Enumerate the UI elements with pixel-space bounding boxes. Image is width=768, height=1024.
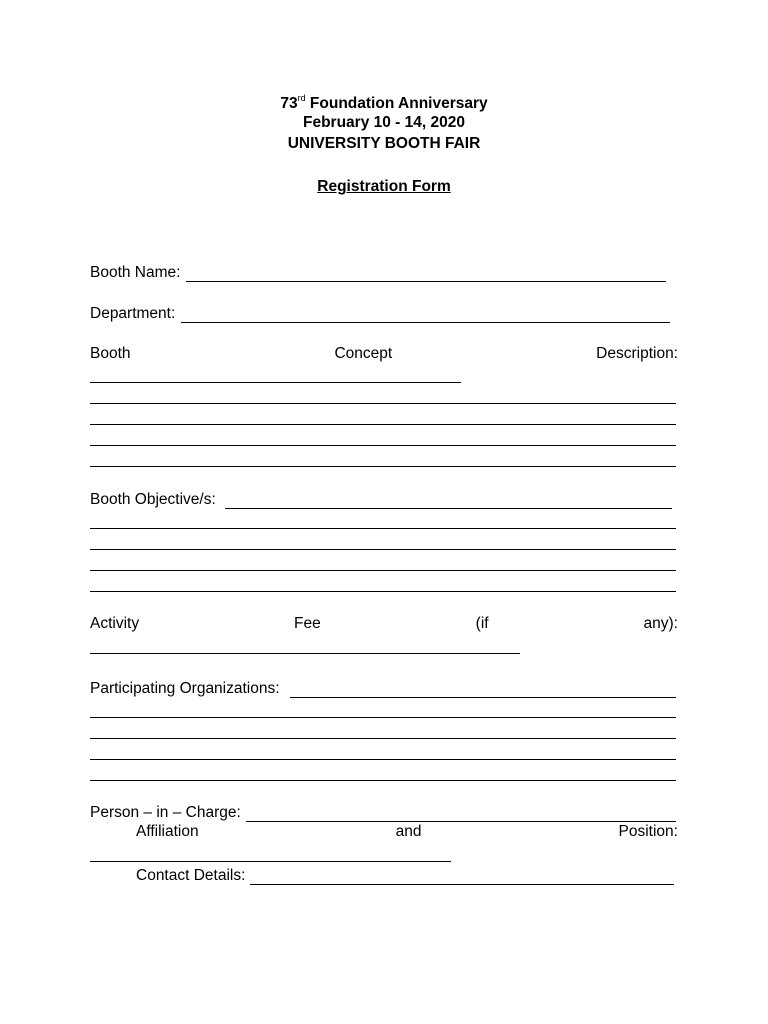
booth-objectives-line[interactable] — [225, 494, 672, 509]
objectives-line-4[interactable] — [90, 570, 676, 571]
participating-orgs-line[interactable] — [290, 683, 676, 698]
department-line[interactable] — [181, 308, 670, 323]
booth-description-label — [90, 345, 678, 363]
affiliation-word-3: Position: — [618, 823, 678, 840]
anniversary-ordinal-suffix: rd — [297, 93, 306, 103]
booth-name-line[interactable] — [186, 267, 666, 282]
event-dates: February 10 - 14, 2020 — [303, 114, 465, 131]
description-line-4[interactable] — [90, 445, 676, 446]
booth-name-label: Booth Name: — [90, 264, 181, 281]
anniversary-number: 73 — [280, 95, 298, 112]
activity-fee-label — [90, 615, 678, 633]
activity-fee-word-4: any): — [643, 615, 678, 632]
booth-description-word-1: Booth — [90, 345, 131, 362]
booth-name-field[interactable] — [90, 262, 666, 282]
objectives-line-3[interactable] — [90, 549, 676, 550]
activity-fee-line[interactable] — [90, 653, 520, 654]
anniversary-heading — [0, 93, 768, 113]
department-label: Department: — [90, 305, 176, 322]
booth-description-word-3: Description: — [596, 345, 678, 362]
event-name: UNIVERSITY BOOTH FAIR — [287, 135, 481, 152]
affiliation-word-1: Affiliation — [136, 823, 199, 840]
description-line-5[interactable] — [90, 466, 676, 467]
activity-fee-word-1: Activity — [90, 615, 140, 632]
objectives-line-2[interactable] — [90, 528, 676, 529]
participating-orgs-label: Participating Organizations: — [90, 680, 280, 697]
affiliation-position-label — [136, 823, 678, 841]
person-in-charge-field[interactable] — [90, 802, 676, 822]
contact-details-field[interactable] — [136, 865, 674, 885]
booth-objectives-field[interactable] — [90, 489, 672, 509]
description-line-1[interactable] — [90, 382, 461, 383]
contact-details-label: Contact Details: — [136, 867, 246, 884]
person-in-charge-label: Person – in – Charge: — [90, 804, 241, 821]
description-line-2[interactable] — [90, 403, 676, 404]
activity-fee-word-2: Fee — [294, 615, 321, 632]
participating-orgs-field[interactable] — [90, 678, 676, 698]
description-line-3[interactable] — [90, 424, 676, 425]
orgs-line-3[interactable] — [90, 738, 676, 739]
person-in-charge-line[interactable] — [246, 807, 676, 822]
department-field[interactable] — [90, 303, 670, 323]
activity-fee-word-3: (if — [475, 615, 489, 632]
booth-objectives-label: Booth Objective/s: — [90, 491, 216, 508]
form-title: Registration Form — [317, 178, 451, 195]
orgs-line-4[interactable] — [90, 759, 676, 760]
objectives-line-5[interactable] — [90, 591, 676, 592]
booth-description-word-2: Concept — [334, 345, 393, 362]
affiliation-position-line[interactable] — [90, 861, 451, 862]
orgs-line-2[interactable] — [90, 717, 676, 718]
affiliation-word-2: and — [395, 823, 422, 840]
orgs-line-5[interactable] — [90, 780, 676, 781]
anniversary-text: Foundation Anniversary — [305, 95, 488, 112]
contact-details-line[interactable] — [250, 870, 674, 885]
